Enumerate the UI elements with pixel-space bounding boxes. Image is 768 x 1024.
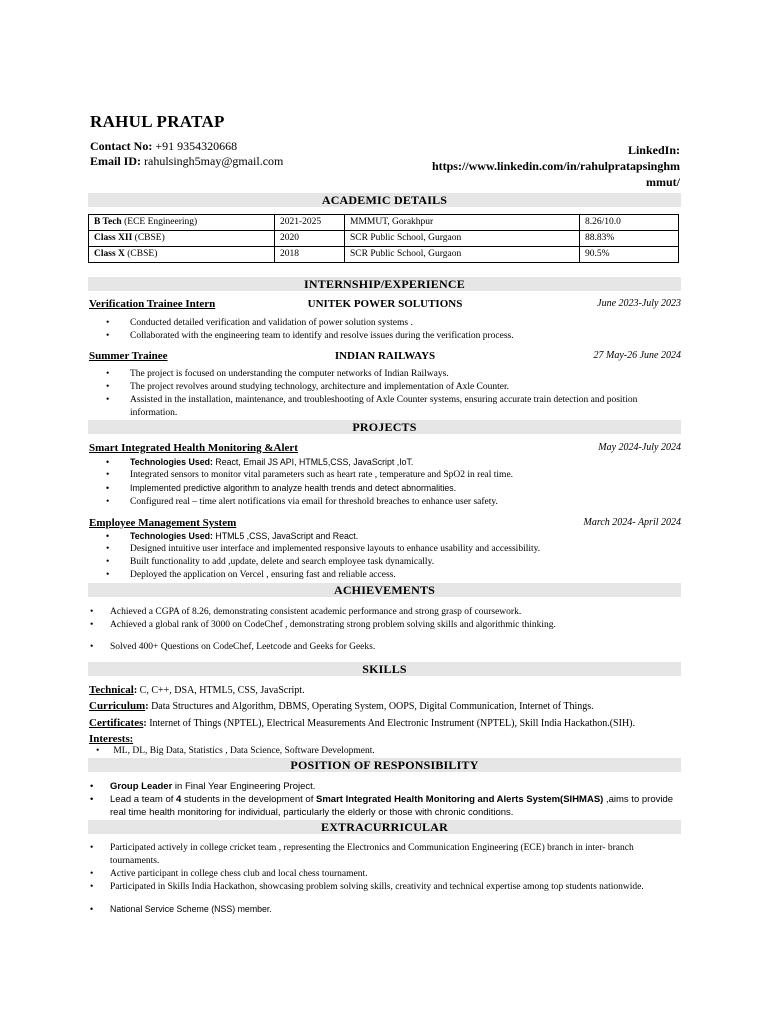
score-cell: 88.83%	[580, 231, 679, 247]
bullet: •	[106, 318, 110, 328]
section-achievements: ACHIEVEMENTS	[88, 583, 681, 597]
skill-curriculum: Curriculum: Data Structures and Algorithm, DBMS, Operating System, OOPS, Digital Communication, Internet of Things.	[89, 700, 594, 712]
degree-detail: (CBSE)	[132, 233, 165, 243]
list-item: • Configured real – time alert notifications via email for threshold breaches to enhance user safety.	[106, 497, 498, 507]
bullet: •	[106, 544, 110, 554]
list-item: • Implemented predictive algorithm to analyze health trends and detect abnormalities.	[106, 483, 457, 493]
score-cell: 90.5%	[580, 247, 679, 263]
years-cell: 2018	[275, 247, 345, 263]
bullet: •	[106, 382, 110, 392]
list-item	[106, 456, 680, 469]
degree-cell	[89, 247, 275, 263]
experience-org: INDIAN RAILWAYS	[334, 350, 436, 362]
skill-label: Certificates	[89, 717, 144, 729]
bullet: •	[96, 746, 100, 756]
bullet: •	[90, 781, 94, 792]
experience-date: June 2023-July 2023	[597, 298, 681, 309]
list-item: • Participated actively in college cricket team , representing the Electronics and Communication Engineering (ECE) branch in inter- branch tournaments.	[90, 843, 634, 866]
project-list	[106, 456, 680, 509]
degree-detail: (CBSE)	[124, 249, 158, 259]
linkedin-label: LinkedIn:	[627, 143, 680, 157]
responsibility-list	[90, 780, 680, 819]
email-label: Email ID:	[90, 154, 141, 168]
project-header	[89, 442, 681, 456]
list-item: • National Service Scheme (NSS) member.	[90, 904, 272, 914]
institute-cell: SCR Public School, Gurgaon	[345, 247, 580, 263]
tech-value: HTML5 ,CSS, JavaScript and React.	[212, 531, 359, 541]
experience-list	[106, 368, 680, 420]
degree-cell	[89, 231, 275, 247]
project-list	[106, 530, 680, 582]
list-item: • Deployed the application on Vercel , ensuring fast and reliable access.	[106, 570, 396, 580]
tech-label: Technologies Used:	[130, 457, 213, 467]
bullet: •	[90, 642, 94, 652]
extracurricular-list	[90, 842, 680, 916]
project-date: March 2024- April 2024	[583, 517, 681, 528]
bullet: •	[90, 882, 94, 892]
skill-interests: Interests:	[89, 733, 134, 745]
list-item: • Assisted in the installation, maintenance, and troubleshooting of Axle Counter systems, ensuring accurate train detection and position information.	[106, 395, 638, 418]
bullet: •	[106, 470, 110, 480]
degree-name: B Tech	[94, 217, 122, 227]
bullet: •	[106, 497, 110, 507]
linkedin-url-line-1[interactable]: https://www.linkedin.com/in/rahulpratapsinghm	[431, 159, 680, 173]
tech-label: Technologies Used:	[130, 531, 213, 541]
degree-name: Class X	[94, 249, 125, 259]
list-item: • Achieved a CGPA of 8.26, demonstrating consistent academic performance and strong grasp of coursework.	[90, 607, 522, 617]
experience-list	[106, 317, 680, 343]
skill-value: C, C++, DSA, HTML5, CSS, JavaScript.	[137, 685, 305, 696]
interests-value-line	[96, 746, 375, 756]
list-item: • Participated in Skills India Hackathon, showcasing problem solving skills, creativity and technical expertise among top students nationwide.	[90, 882, 644, 892]
contact-value: +91 9354320668	[155, 139, 238, 153]
section-projects: PROJECTS	[88, 420, 681, 434]
tech-value: React, Email JS API, HTML5,CSS, JavaScript ,IoT.	[212, 457, 414, 467]
skill-technical: Technical: C, C++, DSA, HTML5, CSS, JavaScript.	[89, 684, 305, 696]
candidate-name: RAHUL PRATAP	[90, 112, 225, 131]
years-cell: 2020	[275, 231, 345, 247]
list-item: • Built functionality to add ,update, delete and search employee task dynamically.	[106, 557, 435, 567]
email-value[interactable]: rahulsingh5may@gmail.com	[144, 154, 284, 168]
bullet: •	[106, 457, 110, 467]
bullet: •	[90, 904, 94, 914]
academic-table	[88, 214, 679, 263]
bullet: •	[90, 620, 94, 630]
linkedin-block	[432, 142, 680, 190]
table-row	[89, 215, 679, 231]
list-item: • The project revolves around studying technology, architecture and implementation of Axle Counter.	[106, 382, 510, 392]
degree-detail: (ECE Engineering)	[121, 217, 198, 227]
project-header	[89, 517, 681, 531]
list-item: • Lead a team of 4 students in the development of Smart Integrated Health Monitoring and Alerts System(SIHMAS) ,aims to provide real time health monitoring for individual, particularly the elderly or those with chronic conditions.	[90, 794, 674, 818]
section-internship: INTERNSHIP/EXPERIENCE	[88, 277, 681, 291]
section-extracurricular: EXTRACURRICULAR	[88, 820, 681, 834]
skill-value: ML, DL, Big Data, Statistics , Data Science, Software Development.	[113, 746, 375, 756]
experience-org: UNITEK POWER SOLUTIONS	[307, 298, 463, 310]
experience-title: Verification Trainee Intern	[89, 298, 216, 310]
list-item: • Solved 400+ Questions on CodeChef, Leetcode and Geeks for Geeks.	[90, 642, 376, 652]
bullet: •	[106, 331, 110, 341]
list-item: • Integrated sensors to monitor vital parameters such as heart rate , temperature and SpO2 in real time.	[106, 470, 514, 480]
bullet: •	[90, 607, 94, 617]
table-row	[89, 231, 679, 247]
project-title: Employee Management System	[89, 517, 237, 529]
score-cell: 8.26/10.0	[580, 215, 679, 231]
years-cell: 2021-2025	[275, 215, 345, 231]
contact-label: Contact No:	[90, 139, 153, 153]
skill-certificates: Certificates: Internet of Things (NPTEL), Electrical Measurements And Electronic Instrument (NPTEL), Skill India Hackathon.(SIH).	[89, 717, 635, 729]
linkedin-url-line-2[interactable]: mmut/	[646, 175, 680, 189]
list-item	[106, 530, 680, 543]
experience-title: Summer Trainee	[89, 350, 168, 362]
list-item: • Designed intuitive user interface and implemented responsive layouts to enhance usability and accessibility.	[106, 544, 541, 554]
degree-cell	[89, 215, 275, 231]
skill-label: Interests	[89, 733, 130, 745]
bullet: •	[106, 570, 110, 580]
list-item: • Achieved a global rank of 3000 on CodeChef , demonstrating strong problem solving skills and algorithmic thinking.	[90, 620, 556, 630]
skill-label: Technical	[89, 684, 134, 696]
bullet: •	[90, 794, 94, 805]
section-responsibility: POSITION OF RESPONSIBILITY	[88, 758, 681, 772]
section-academic-details: ACADEMIC DETAILS	[88, 193, 681, 207]
list-item: • Active participant in college chess club and local chess tournament.	[90, 869, 368, 879]
table-row	[89, 247, 679, 263]
bullet: •	[106, 557, 110, 567]
skill-value: Data Structures and Algorithm, DBMS, Operating System, OOPS, Digital Communication, Internet of Things.	[148, 701, 594, 712]
project-title: Smart Integrated Health Monitoring &Alert	[89, 442, 298, 454]
email-line	[90, 154, 283, 169]
list-item: • Conducted detailed verification and validation of power solution systems .	[106, 318, 413, 328]
section-skills: SKILLS	[88, 662, 681, 676]
achievement-list	[90, 606, 680, 654]
list-item: • Collaborated with the engineering team to identify and resolve issues during the verification process.	[106, 331, 514, 341]
bullet: •	[106, 531, 110, 541]
experience-date: 27 May-26 June 2024	[593, 350, 681, 361]
experience-header	[89, 298, 681, 312]
degree-name: Class XII	[94, 233, 133, 243]
experience-header	[89, 350, 681, 364]
bullet: •	[106, 483, 110, 493]
list-item: • Group Leader in Final Year Engineering Project.	[90, 781, 316, 792]
list-item: • The project is focused on understanding the computer networks of Indian Railways.	[106, 369, 449, 379]
institute-cell: MMMUT, Gorakhpur	[345, 215, 580, 231]
bullet: •	[90, 869, 94, 879]
contact-line	[90, 139, 237, 154]
institute-cell: SCR Public School, Gurgaon	[345, 231, 580, 247]
project-date: May 2024-July 2024	[598, 442, 681, 453]
skill-label: Curriculum	[89, 700, 146, 712]
bullet: •	[90, 843, 94, 853]
skill-value: Internet of Things (NPTEL), Electrical Measurements And Electronic Instrument (NPTEL), Skill India Hackathon.(SIH).	[146, 718, 635, 729]
bullet: •	[106, 369, 110, 379]
bullet: •	[106, 395, 110, 405]
